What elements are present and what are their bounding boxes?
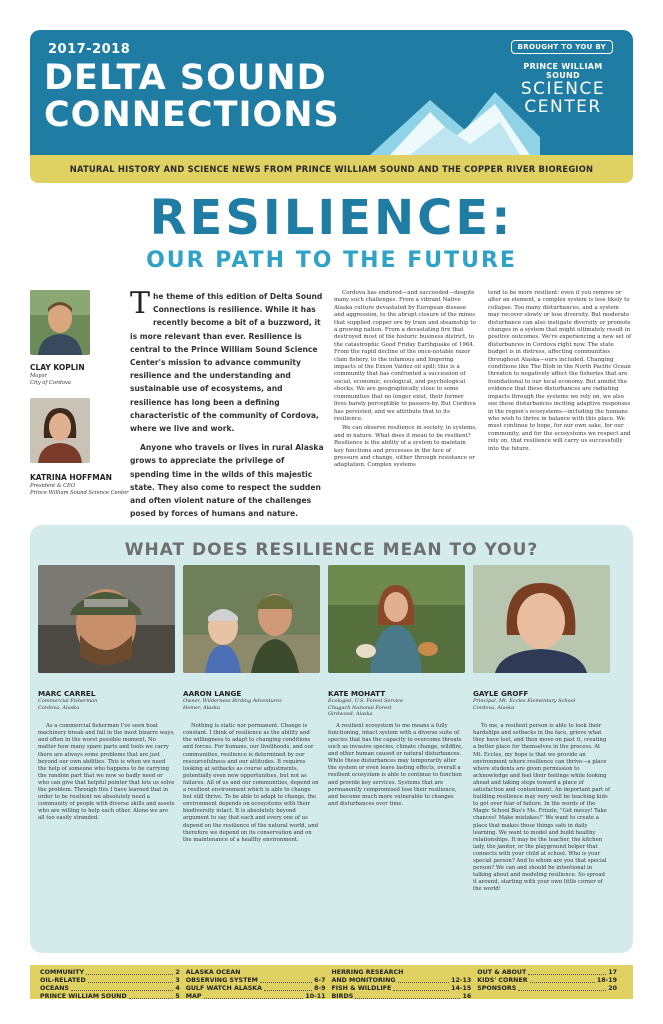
toc-page: 6-7 — [314, 977, 326, 984]
toc-leader — [264, 985, 312, 991]
brought-by-label: BROUGHT TO YOU BY — [511, 40, 613, 54]
org-name-small: PRINCE WILLIAM SOUND — [523, 62, 603, 80]
toc-column — [40, 969, 186, 999]
publication-title — [44, 60, 340, 134]
toc-entry[interactable] — [40, 985, 180, 993]
toc-entry[interactable] — [332, 993, 472, 1001]
author-photo-katrina — [30, 398, 90, 463]
intro-paragraph-2: Anyone who travels or lives in rural Alaska grows to appreciate the privilege of spending time in the wilds of this majestic state. They also come to respect the sudden and often violent nature of the challenges posed by forces of humans and nature. — [130, 443, 324, 519]
toc-column — [477, 969, 623, 999]
toc-page: 14-15 — [451, 985, 472, 992]
intro-paragraph-1-text: he theme of this edition of Delta Sound Connections is resilience. While it has recently become a bit of a buzzword, it is more relevant than ever. Resilience is central to the Prince William Sound Science Center's mission to advance community resilience and the understanding and sustainable use of ecosystems, and resilience has long been a defining characteristic of the community of Cordova, where we live and work. — [130, 292, 323, 434]
resilience-panel — [30, 525, 633, 953]
person-quote: A resilient ecosystem to me means a fully functioning, intact system with a diverse suite of species that has the capacity to overcome threats such as invasive species, climate change, wildfire, and other human caused or natural disturbances. While these disturbances may temporarily alter the system or even leave lasting effects, overall a resilient ecosystem is able to continue to function and provide key services. Systems that are permanently compromised lose their resilience, and become much more vulnerable to changes and disturbances over time. — [328, 722, 463, 807]
table-of-contents — [30, 965, 633, 999]
tagline-bar — [30, 155, 633, 183]
org-name-line-2: CENTER — [524, 97, 602, 117]
toc-entry[interactable] — [40, 969, 180, 977]
body-column-3 — [488, 290, 631, 455]
toc-page: 4 — [175, 985, 180, 992]
toc-label: PRINCE WILLIAM SOUND — [40, 993, 127, 1000]
toc-entry[interactable] — [332, 985, 472, 993]
toc-leader — [398, 977, 450, 983]
org-name-line-1: SCIENCE — [520, 79, 606, 99]
tagline: NATURAL HISTORY AND SCIENCE NEWS FROM PRINCE WILLIAM SOUND AND THE COPPER RIVER BIOREGION — [69, 164, 594, 174]
title-line-2: CONNECTIONS — [44, 95, 340, 135]
person-quote: To me, a resilient person is able to look their hardships and setbacks in the face, grieve what they have lost, and then move on past it, creating a better place for themselves in the process. At Mt. Eccles, my hope is that we provide an environment where resilience can thrive—a place where students are given permission to acknowledge and feel their feelings while looking ahead and taking steps toward a place of satisfaction and contentment. An important part of building resilience may very well be teaching kids to get over fear of failure. In the words of the Magic School Bus's Ms. Frizzle, "Get messy! Take chances! Make mistakes!" We want to create a place that makes those things safe in daily learning. We want to model and build healthy relationships. It may be the teacher, the kitchen lady, the janitor, or the playground helper that connects with your child at school. Who is your special person? And to whom are you that special person? We can and should be intentional in talking about and modeling resilience. So spread it around, starting with your own little corner of the world! — [473, 723, 610, 893]
person-role: Commercial Fisherman — [38, 698, 98, 704]
person-photo-kate — [328, 565, 465, 673]
person-photo-marc — [38, 565, 175, 673]
toc-leader — [86, 969, 173, 975]
toc-page: 17 — [608, 969, 617, 976]
toc-entry[interactable] — [477, 969, 617, 977]
toc-entry[interactable] — [40, 993, 180, 1001]
toc-entry[interactable] — [477, 985, 617, 993]
person-affiliation: Chugach National Forest — [328, 704, 392, 711]
toc-leader — [528, 969, 606, 975]
edition-year: 2017-2018 — [48, 42, 131, 57]
body-paragraph: We can observe resilience in society, in systems, and in nature. What does it mean to be resilient? Resilience is the ability of a system to maintain key functions and processes in the face of pressure and change, either through resistance or adaptation. Complex systems — [334, 425, 477, 469]
person-location: Homer, Alaska — [183, 704, 220, 711]
toc-label: COMMUNITY — [40, 969, 85, 976]
author-affiliation: Prince William Sound Science Center — [30, 490, 129, 496]
person-photo-gayle — [473, 565, 610, 673]
toc-entry[interactable] — [477, 977, 617, 985]
person-name: AARON LANGE — [183, 689, 242, 698]
toc-entry[interactable] — [332, 969, 472, 977]
person-location: Cordova, Alaska — [38, 704, 80, 711]
person-quote: Nothing is static nor permanent. Change is constant. I think of resilience as the ability and the willingness to adapt to changing conditions and forces. For humans, our livelihoods, and our communities, resilience is determined by our resourcefulness and our attitudes. It requires looking at setbacks as course adjustments, potentially even new opportunities, but not as failures. All of us and our communities, depend on a resilient environment which is able to change but still thrive. To be able to adapt to change, the environment depends on ecosystems with their biodiversity intact. It is absolutely beyond argument to say that each and every one of us depend on the resilience of the natural world, and therefore we depend on its conservation and on the maintenance of a healthy environment. — [183, 723, 319, 843]
author-name: CLAY KOPLIN — [30, 363, 85, 372]
toc-leader — [393, 985, 449, 991]
intro-paragraph-1 — [130, 286, 326, 435]
body-paragraph: tend to be more resilient: even if you remove or alter an element, a complex system is less likely to collapse. Too many disturbances, and a system may recover slowly or lose diversity. But moderate disturbance can also instigate diversity or promote changes in a system that might ultimately result in positive outcomes. We're experiencing a new set of disturbances in Cordova right now. The state budget is in distress, affecting communities throughout Alaska—ours included. Changing conditions like The Blob in the North Pacific Ocean threaten to negatively affect the fisheries that are foundational to our local economy. But amidst the evidence that these disturbances are radiating impacts through the systems we rely on, we also see these disturbances inciting adaptive responses in the region's ecosystems—including the humans who wish to thrive in balance with this place. We must continue to hope, for our own sake, for our community, and for the ecosystems we respect and rely on, that resilience will carry us successfully into the future. — [488, 290, 631, 452]
toc-label: OIL-RELATED — [40, 977, 86, 984]
toc-label: OBSERVING SYSTEM — [185, 977, 258, 984]
org-logo — [507, 62, 619, 116]
body-column-2 — [334, 290, 477, 472]
person-card — [328, 565, 465, 808]
author-role: President & CEO — [30, 483, 76, 489]
toc-label: SPONSORS — [477, 985, 517, 992]
toc-leader — [88, 977, 174, 983]
person-location: Girdwood, Alaska — [328, 711, 373, 718]
toc-label: ALASKA OCEAN — [185, 969, 241, 976]
person-quote: As a commercial fisherman I've seen boat machinery break and fail in the most bizarre ways, and often in the worst possible moment. No matter how many spare parts and tools we carry there are always some problems that are just beyond our own abilities. This is when we need the help of someone who happens to be carrying the random part that we now so badly need or who can give that helpful pointer that lets us solve the problem. Through this I have learned that in order to be resilient we absolutely need a community of people with diverse skills and assets who are willing to help each other. Alone we are all too easily stranded. — [38, 723, 175, 822]
toc-label: BIRDS — [331, 993, 354, 1000]
toc-entry[interactable] — [186, 977, 326, 985]
body-paragraph: Cordova has endured—and succeeded—despite many such challenges. From a vibrant Native Alaska culture devastated by European disease and aggression, to the abrupt closure of the mines that supplied copper ore by train and steamship to a growing nation. From a devastating fire that destroyed most of the historic business district, to the catastrophic Good Friday Earthquake of 1964. From the rapid decline of the once-notable razor clam fishery, to the infamous and lingering impacts of the Exxon Valdez oil spill; this is a community that has confronted a succession of social, economic, ecological, and psychological shocks. We are geographically close to some communities that no longer exist, their former lives barely perceptible to passers-by. But Cordova has persisted, and we attribute that to its resilience. — [334, 290, 476, 422]
toc-leader — [518, 985, 606, 991]
toc-page: 3 — [175, 977, 180, 984]
toc-entry[interactable] — [186, 969, 326, 977]
toc-label: OCEANS — [40, 985, 69, 992]
toc-column — [332, 969, 478, 999]
author-role: Mayor — [30, 373, 47, 379]
person-location: Cordova, Alaska — [473, 704, 515, 711]
panel-title: WHAT DOES RESILIENCE MEAN TO YOU? — [124, 540, 539, 560]
person-role: Owner, Wilderness Birding Adventures — [183, 698, 282, 704]
toc-page: 20 — [608, 985, 617, 992]
toc-column — [186, 969, 332, 999]
toc-leader — [355, 993, 460, 999]
toc-page: 16 — [462, 993, 472, 1000]
headline: RESILIENCE: — [149, 190, 514, 246]
toc-label: GULF WATCH ALASKA — [185, 985, 263, 992]
toc-entry[interactable] — [186, 985, 326, 993]
toc-label: FISH & WILDLIFE — [331, 985, 392, 992]
toc-label: KIDS' CORNER — [477, 977, 528, 984]
toc-entry[interactable] — [40, 977, 180, 985]
toc-label: AND MONITORING — [331, 977, 396, 984]
person-card — [38, 565, 175, 823]
toc-page: 2 — [175, 969, 180, 976]
person-card — [183, 565, 320, 844]
toc-page: 5 — [175, 993, 180, 1000]
person-name: KATE MOHATT — [328, 689, 386, 698]
toc-label: OUT & ABOUT — [477, 969, 527, 976]
person-photo-aaron — [183, 565, 320, 673]
person-name: GAYLE GROFF — [473, 689, 529, 698]
toc-entry[interactable] — [332, 977, 472, 985]
toc-leader — [530, 977, 595, 983]
toc-leader — [204, 993, 304, 999]
author-name: KATRINA HOFFMAN — [30, 473, 112, 482]
title-line-1: DELTA SOUND — [44, 58, 327, 98]
toc-page: 8-9 — [314, 985, 326, 992]
person-card — [473, 565, 610, 893]
person-name: MARC CARREL — [38, 689, 96, 698]
author-affiliation: City of Cordova — [30, 380, 72, 386]
toc-leader — [129, 993, 174, 999]
person-role: Principal, Mt. Eccles Elementary School — [473, 698, 576, 704]
toc-label: MAP — [185, 993, 202, 1000]
drop-cap: T — [130, 286, 151, 321]
person-role: Ecologist, U.S. Forest Service — [328, 698, 404, 704]
intro-column — [130, 286, 326, 526]
toc-page: 18-19 — [596, 977, 617, 984]
toc-page: 12-13 — [451, 977, 472, 984]
toc-label: HERRING RESEARCH — [331, 969, 404, 976]
toc-page: 10-11 — [305, 993, 326, 1000]
subheadline: OUR PATH TO THE FUTURE — [146, 248, 517, 273]
author-photo-clay — [30, 290, 90, 355]
toc-entry[interactable] — [186, 993, 326, 1001]
masthead — [30, 30, 633, 155]
toc-leader — [71, 985, 173, 991]
toc-leader — [260, 977, 312, 983]
